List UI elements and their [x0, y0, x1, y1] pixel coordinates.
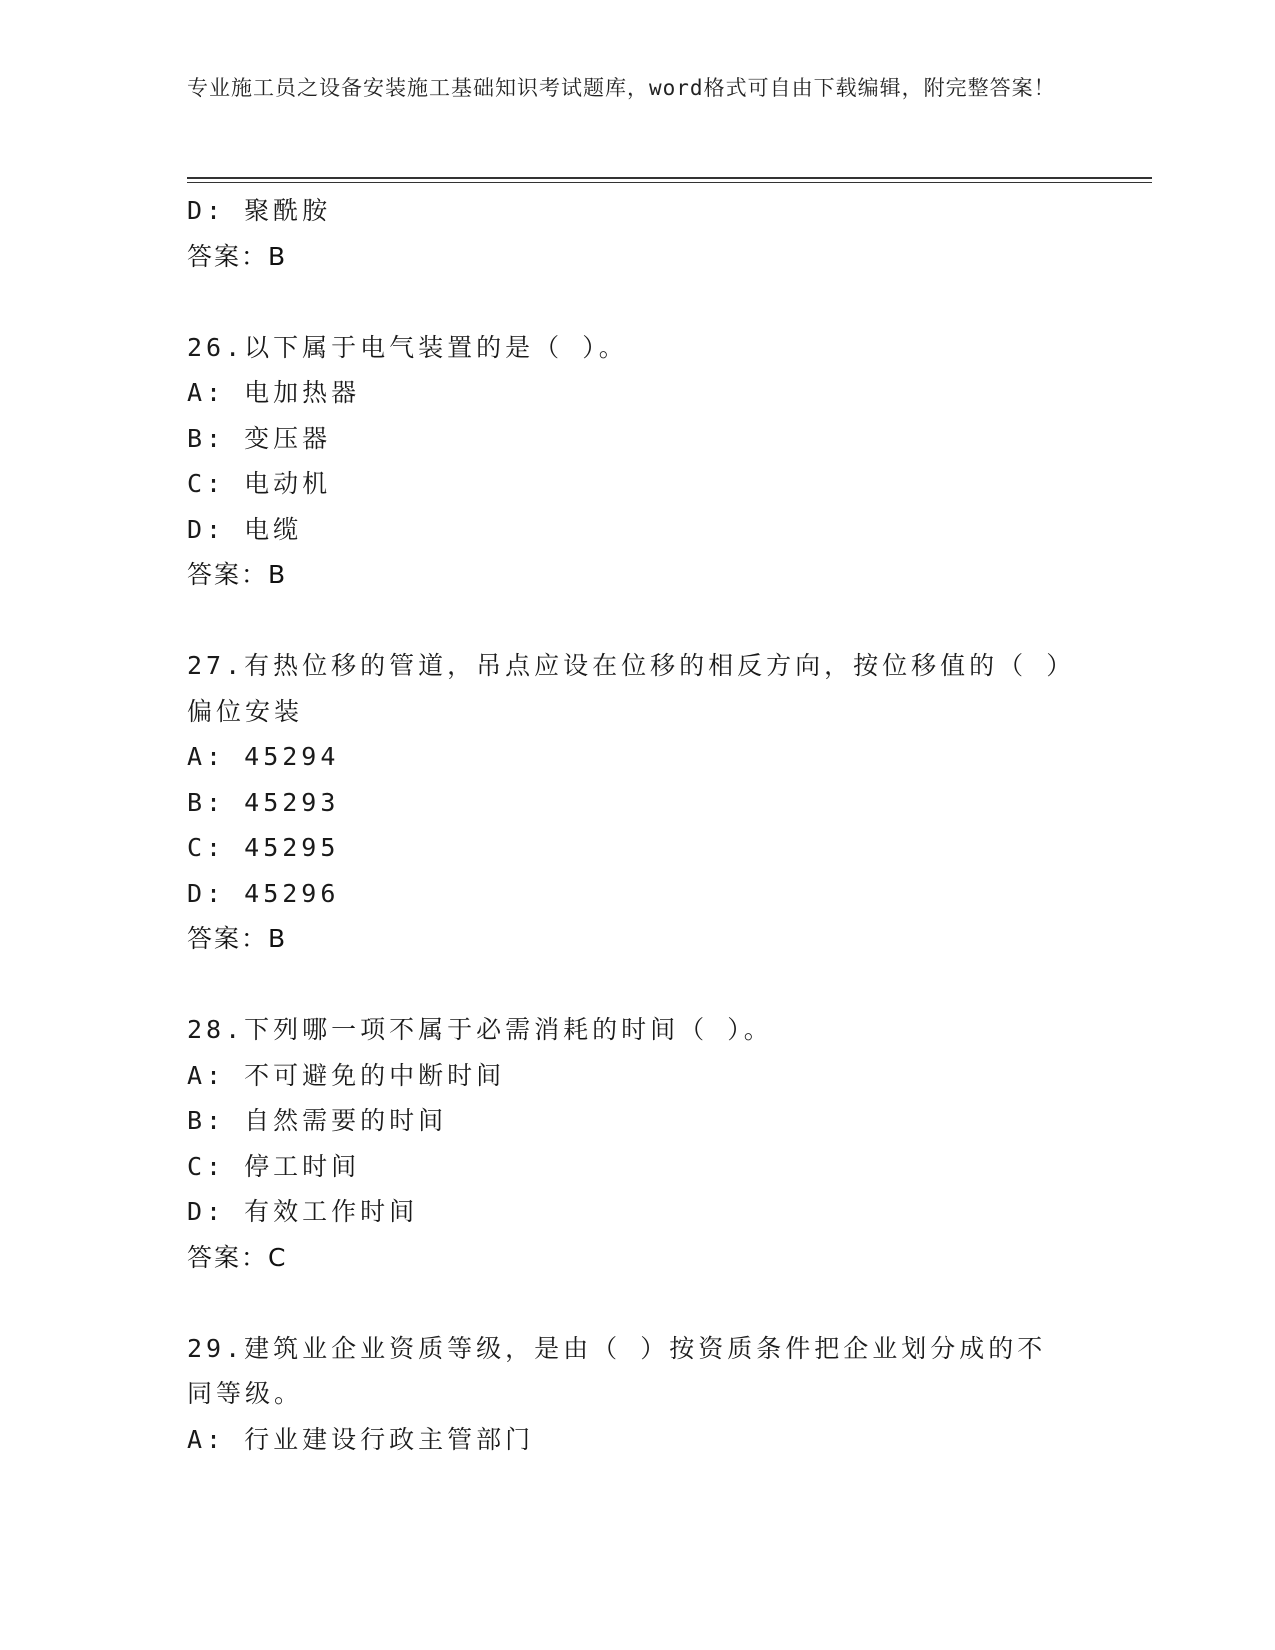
- spacer: [187, 962, 1067, 1008]
- question-28-option-a: A: 不可避免的中断时间: [187, 1060, 506, 1090]
- question-26-option-a: A: 电加热器: [187, 378, 361, 407]
- question-28-option-b: B: 自然需要的时间: [187, 1106, 448, 1135]
- question-27-option-c: C: 45295: [187, 833, 340, 862]
- spacer: [187, 279, 1067, 325]
- question-26-text: 26.以下属于电气装置的是（ ）。: [187, 332, 628, 362]
- spacer: [187, 598, 1067, 644]
- question-26-option-b: B: 变压器: [187, 423, 332, 453]
- question-28-answer: 答案：C: [187, 1242, 288, 1272]
- spacer: [187, 1280, 1067, 1326]
- question-27-text: 27.有热位移的管道，吊点应设在位移的相反方向，按位移值的（ ）偏位安装: [187, 651, 1063, 726]
- option-d: D: 聚酰胺: [187, 196, 332, 225]
- question-list: [187, 188, 1067, 1462]
- question-27-option-d: D: 45296: [187, 878, 340, 908]
- question-28-text: 28.下列哪一项不属于必需消耗的时间（ ）。: [187, 1015, 773, 1044]
- question-26-answer: 答案：B: [187, 560, 288, 589]
- question-29-text: 29.建筑业企业资质等级，是由（ ）按资质条件把企业划分成的不同等级。: [187, 1333, 1047, 1408]
- question-26-option-d: D: 电缆: [187, 514, 303, 544]
- question-28-option-d: D: 有效工作时间: [187, 1197, 419, 1226]
- question-28-option-c: C: 停工时间: [187, 1151, 361, 1181]
- question-26-option-c: C: 电动机: [187, 469, 332, 498]
- question-27-option-b: B: 45293: [187, 787, 340, 817]
- question-27-option-a: A: 45294: [187, 742, 340, 771]
- answer-line: 答案：B: [187, 241, 288, 271]
- header-divider-thick: [187, 177, 1152, 179]
- question-29-option-a: A: 行业建设行政主管部门: [187, 1424, 535, 1454]
- question-27-answer: 答案：B: [187, 924, 288, 953]
- header-divider-thin: [187, 182, 1152, 183]
- document-header: 专业施工员之设备安装施工基础知识考试题库，word格式可自由下载编辑，附完整答案！: [187, 76, 1056, 100]
